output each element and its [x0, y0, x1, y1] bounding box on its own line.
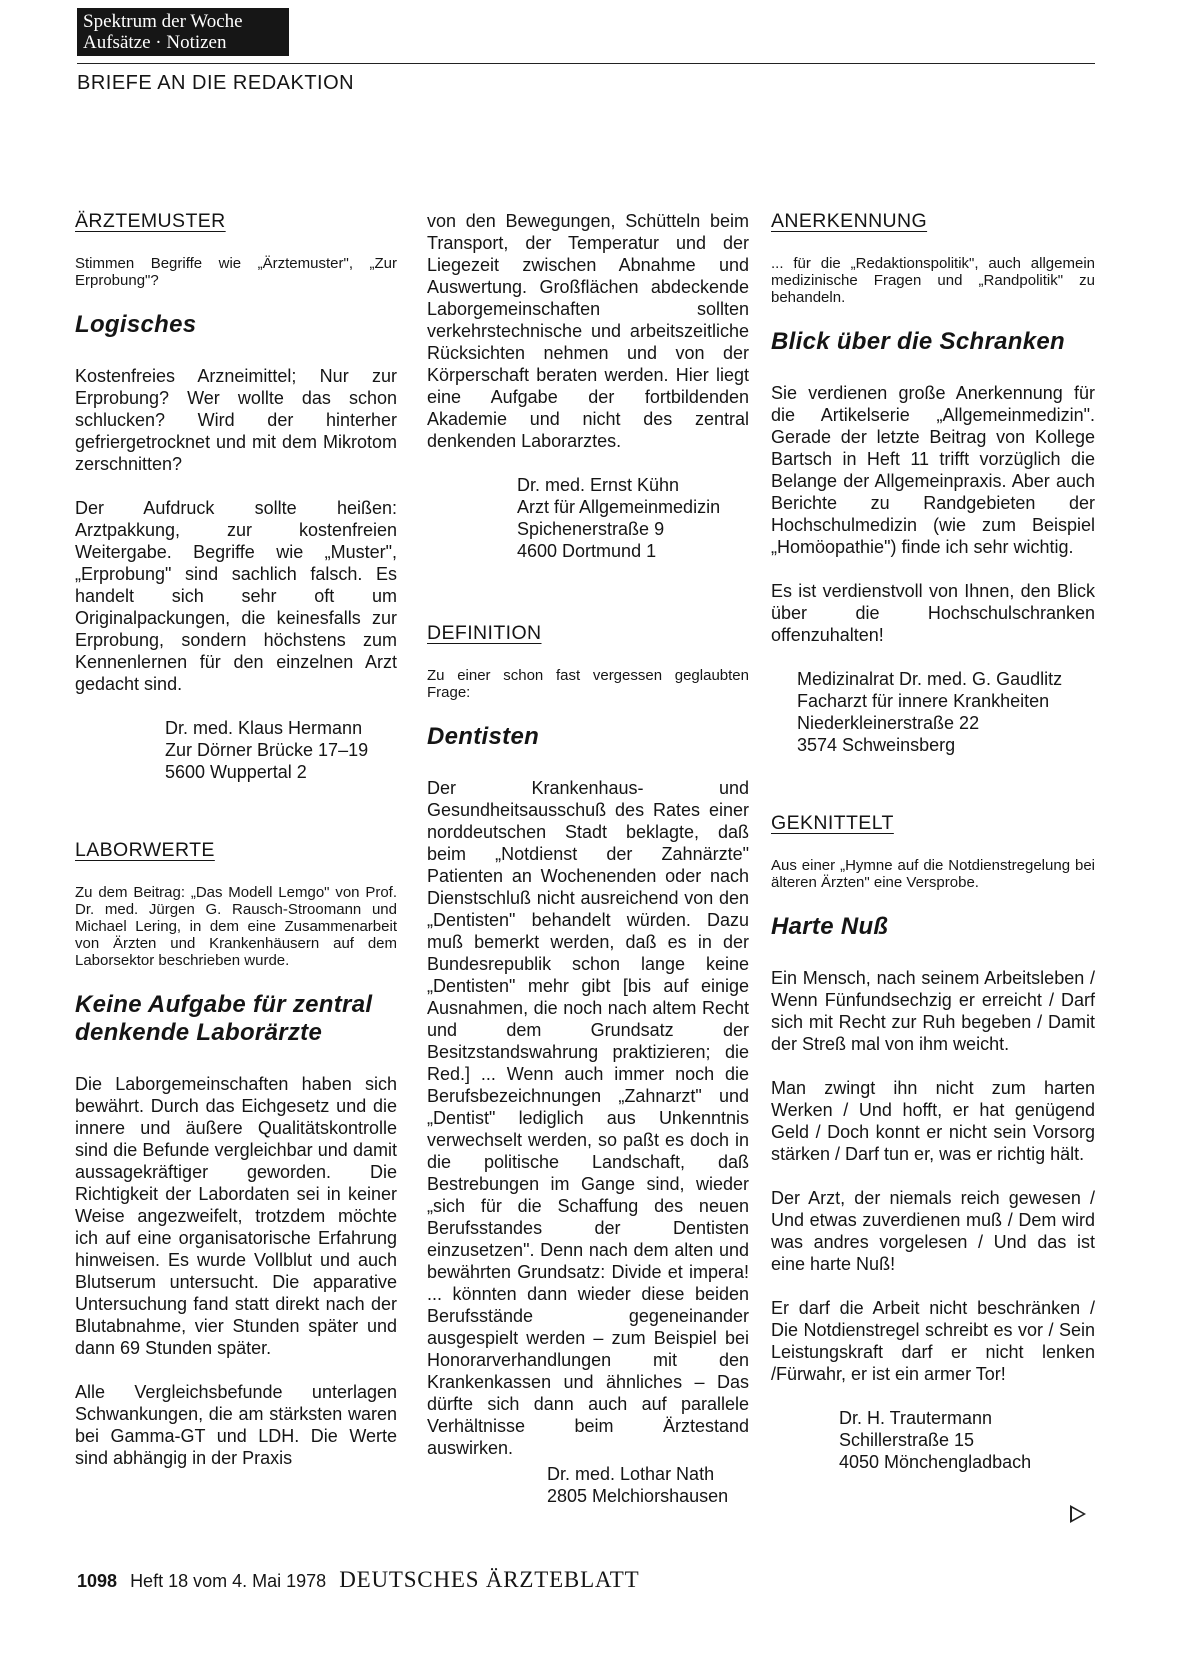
- letter-signature: [517, 474, 749, 562]
- column-1: [75, 210, 397, 1491]
- section-intro: Stimmen Begriffe wie „Ärztemuster", „Zur Erprobung"?: [75, 255, 397, 289]
- section-intro: Zu dem Beitrag: „Das Modell Lemgo" von Prof. Dr. med. Jürgen G. Rausch-Stroomann und Michael Lering, in dem eine Zusammenarbeit von Ärzten und Krankenhäusern auf dem Laborsektor beschrieben wurde.: [75, 884, 397, 969]
- signature-line: Dr. med. Klaus Hermann: [165, 718, 363, 738]
- letter-signature: [165, 717, 397, 783]
- verse-stanza: Der Arzt, der niemals reich gewesen / Und etwas zuverdienen muß / Dem wird was andres vorgelesen / Und das ist eine harte Nuß!: [771, 1188, 1095, 1274]
- letter-signature: [547, 1463, 749, 1507]
- letter-headline: Blick über die Schranken: [771, 328, 1065, 355]
- letter-paragraph: Kostenfreies Arzneimittel; Nur zur Erprobung? Wer wollte das schon schlucken? Wird der hinterher gefriergetrocknet und mit dem Mikrotom zerschnitten?: [75, 366, 397, 474]
- letter-headline: Dentisten: [427, 723, 540, 750]
- verse-stanza: Man zwingt ihn nicht zum harten Werken / Und hofft, er hat genügend Geld / Doch konnt er nicht sein Vorsorg stärken / Darf tun er, was er richtig hält.: [771, 1078, 1095, 1164]
- signature-line: 4050 Mönchengladbach: [839, 1452, 1032, 1472]
- section-intro: Aus einer „Hymne auf die Notdienstregelung bei älteren Ärzten" eine Versprobe.: [771, 857, 1095, 891]
- section-label-line1: Spektrum der Woche: [83, 11, 243, 32]
- section-heading: LABORWERTE: [75, 839, 215, 861]
- section-heading: ÄRZTEMUSTER: [75, 210, 226, 232]
- signature-line: 4600 Dortmund 1: [517, 541, 657, 561]
- continue-arrow-icon: [1070, 1505, 1086, 1523]
- letter-headline: Logisches: [75, 311, 197, 338]
- column-3: [771, 210, 1095, 1499]
- letter-paragraph: Die Laborgemeinschaften haben sich bewährt. Durch das Eichgesetz und die innere und äußere Qualitätskontrolle sind die Befunde vergleichbar und damit aussagekräftiger geworden. Die Richtigkeit der Labordaten sei in keiner Weise angezweifelt, trotzdem möchte ich auf eine organisatorische Erfahrung hinweisen. Es wurde Vollblut und auch Blutserum untersucht. Die apparative Untersuchung fand statt direkt nach der Blutabnahme, vier Stunden später und dann 69 Stunden später.: [75, 1074, 397, 1358]
- section-intro: Zu einer schon fast vergessen geglaubten Frage:: [427, 667, 749, 701]
- letter-signature: [839, 1407, 1095, 1473]
- letter-paragraph: von den Bewegungen, Schütteln beim Transport, der Temperatur und der Liegezeit zwischen Abnahme und Auswertung. Großflächen abdeckende Laborgemeinschaften sollten verkehrstechnische und arbeitszeitliche Rücksichten nehmen und von der Körperschaft beraten werden. Hier liegt eine Aufgabe der fortbildenden Akademie und nicht des zentral denkenden Laborarztes.: [427, 211, 749, 451]
- section-heading: DEFINITION: [427, 622, 542, 644]
- journal-name: DEUTSCHES ÄRZTEBLATT: [339, 1567, 640, 1592]
- letter-paragraph: Der Aufdruck sollte heißen: Arztpakkung, zur kostenfreien Weitergabe. Begriffe wie „Muster", „Erprobung" sind sachlich falsch. Es handelt sich sehr oft um Originalpackungen, die keinesfalls zur Erprobung, sondern höchstens zum Kennenlernen für den einzelnen Arzt gedacht sind.: [75, 498, 397, 694]
- signature-line: 2805 Melchiorshausen: [547, 1486, 729, 1506]
- verse-stanza: Ein Mensch, nach seinem Arbeitsleben / Wenn Fünfundsechzig er erreicht / Darf sich mit Recht zur Ruh begeben / Damit der Streß mal von ihm weicht.: [771, 968, 1095, 1054]
- signature-line: Dr. med. Ernst Kühn: [517, 475, 680, 495]
- signature-line: Arzt für Allgemeinmedizin: [517, 497, 721, 517]
- letter-paragraph: Es ist verdienstvoll von Ihnen, den Blick über die Hochschulschranken offenzuhalten!: [771, 581, 1095, 645]
- signature-line: Spichenerstraße 9: [517, 519, 665, 539]
- rubric-title: BRIEFE AN DIE REDAKTION: [77, 72, 355, 94]
- page-footer: [77, 1567, 640, 1593]
- signature-line: 3574 Schweinsberg: [797, 735, 956, 755]
- letter-signature: [797, 668, 1095, 756]
- letter-headline: Harte Nuß: [771, 913, 889, 940]
- letter-paragraph: Alle Vergleichsbefunde unterlagen Schwankungen, die am stärksten waren bei Gamma-GT und LDH. Die Werte sind abhängig in der Praxis: [75, 1382, 397, 1468]
- signature-line: Medizinalrat Dr. med. G. Gaudlitz: [797, 669, 1063, 689]
- header-rule: [77, 63, 1095, 64]
- signature-line: Schillerstraße 15: [839, 1430, 975, 1450]
- column-2: [427, 210, 749, 1533]
- section-label-line2: Aufsätze · Notizen: [83, 32, 227, 53]
- letter-paragraph: Der Krankenhaus- und Gesundheitsausschuß des Rates einer norddeutschen Stadt beklagte, daß beim „Notdienst der Zahnärzte" Patienten an Wochenenden oder nach Dienstschluß nicht ausreichend von den „Dentisten" behandelt würden. Dazu muß bemerkt werden, daß es in der Bundesrepublik schon lange keine „Dentisten" mehr gibt [bis auf einige Ausnahmen, die noch nach altem Recht und dem Grundsatz der Besitzstandswahrung praktizieren; die Red.] ... Wenn auch immer noch die Berufsbezeichnungen „Zahnarzt" und „Dentist" lediglich aus Unkenntnis verwechselt werden, so paßt es doch in die politische Landschaft, daß Bestrebungen im Gange sind, wieder „sich für die Schaffung des neuen Berufsstandes der Dentisten einzusetzen". Denn nach dem alten und bewährten Grundsatz: Divide et impera! ... könnten dann wieder diese beiden Berufsstände gegeneinander ausgespielt werden – zum Beispiel bei Honorarverhandlungen mit den Krankenkassen und ähnliches – Das dürfte sich dann auch auf parallele Verhältnisse beim Ärztestand auswirken.: [427, 778, 749, 1458]
- section-label-box: [77, 8, 289, 56]
- section-heading: GEKNITTELT: [771, 812, 894, 834]
- signature-line: Dr. H. Trautermann: [839, 1408, 993, 1428]
- verse-stanza: Er darf die Arbeit nicht beschränken / Die Notdienstregel schreibt es vor / Sein Leistungskraft darf er nicht lenken /Fürwahr, er ist ein armer Tor!: [771, 1298, 1095, 1384]
- issue-info: Heft 18 vom 4. Mai 1978: [130, 1571, 327, 1591]
- letter-headline: Keine Aufgabe für zentral denkende Laborärzte: [75, 991, 373, 1046]
- signature-line: Dr. med. Lothar Nath: [547, 1464, 715, 1484]
- signature-line: Facharzt für innere Krankheiten: [797, 691, 1050, 711]
- signature-line: Zur Dörner Brücke 17–19: [165, 740, 369, 760]
- signature-line: Niederkleinerstraße 22: [797, 713, 980, 733]
- section-intro: ... für die „Redaktionspolitik", auch allgemein medizinische Fragen und „Randpolitik" zu behandeln.: [771, 255, 1095, 306]
- signature-line: 5600 Wuppertal 2: [165, 762, 307, 782]
- page-number: 1098: [77, 1571, 118, 1591]
- section-heading: ANERKENNUNG: [771, 210, 928, 232]
- letter-paragraph: Sie verdienen große Anerkennung für die Artikelserie „Allgemeinmedizin". Gerade der letzte Beitrag von Kollege Bartsch in Heft 11 trifft vorzüglich die Belange der Allgemeinpraxis. Aber auch Berichte zu Randgebieten der Hochschulmedizin (wie zum Beispiel „Homöopathie") finde ich sehr wichtig.: [771, 383, 1095, 557]
